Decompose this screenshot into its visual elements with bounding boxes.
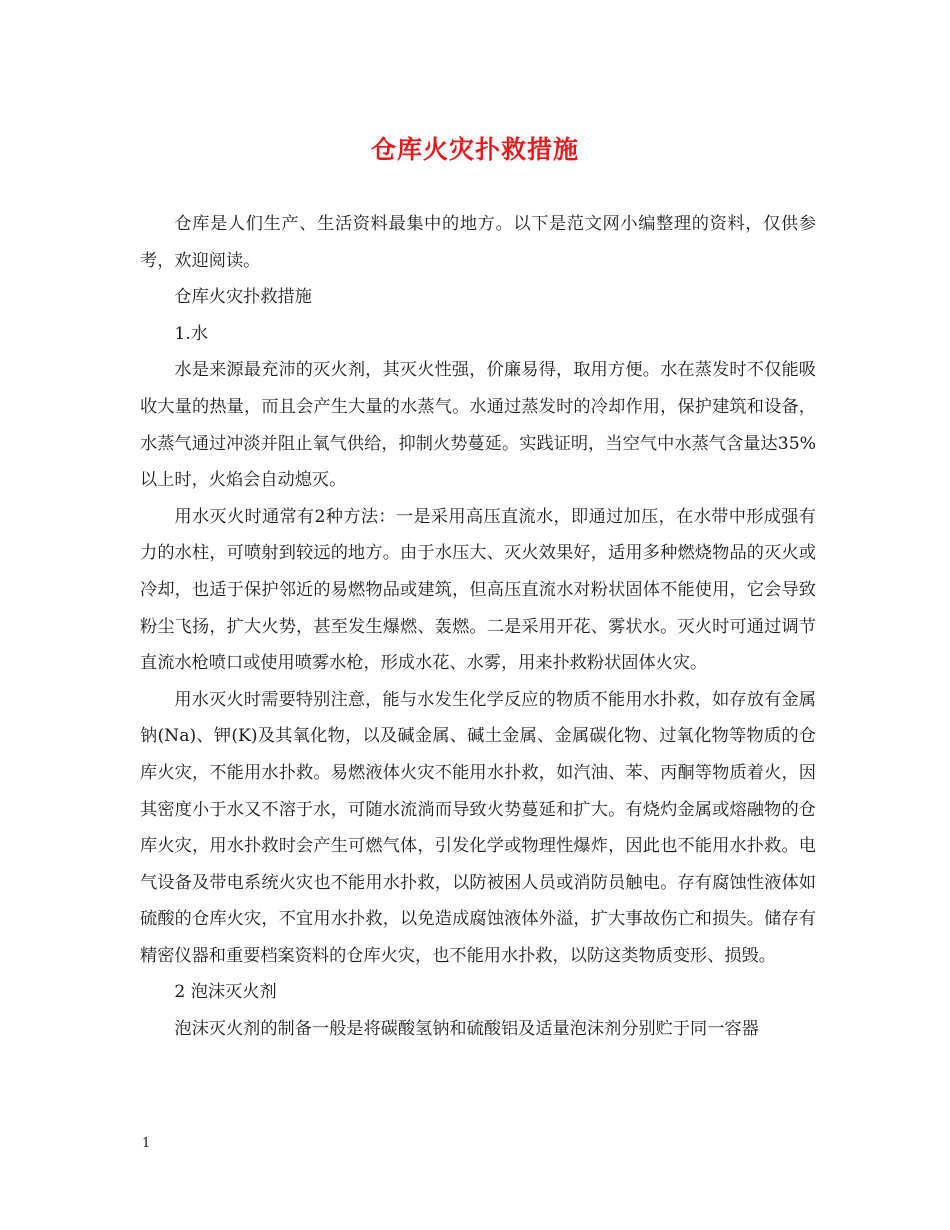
document-body <box>140 206 816 1048</box>
paragraph-water-methods: 用水灭火时通常有2种方法：一是采用高压直流水，即通过加压，在水带中形成强有力的水柱，可喷射到较远的地方。由于水压大、灭火效果好，适用多种燃烧物品的灭火或冷却，也适于保护邻近的易燃物品或建筑，但高压直流水对粉状固体不能使用，它会导致粉尘飞扬，扩大火势，甚至发生爆燃、轰燃。二是采用开花、雾状水。灭火时可通过调节直流水枪喷口或使用喷雾水枪，形成水花、水雾，用来扑救粉状固体火灾。 <box>140 506 816 674</box>
paragraph-water-properties: 水是来源最充沛的灭火剂，其灭火性强，价廉易得，取用方便。水在蒸发时不仅能吸收大量的热量，而且会产生大量的水蒸气。水通过蒸发时的冷却作用，保护建筑和设备，水蒸气通过冲淡并阻止氧气供给，抑制火势蔓延。实践证明，当空气中水蒸气含量达35%以上时，火焰会自动熄灭。 <box>140 360 816 491</box>
paragraph-foam: 泡沫灭火剂的制备一般是将碳酸氢钠和硫酸铝及适量泡沫剂分别贮于同一容器 <box>174 1019 759 1040</box>
paragraph-heading: 仓库火灾扑救措施 <box>174 287 312 308</box>
section-heading-foam: 2 泡沫灭火剂 <box>174 982 277 1003</box>
paragraph-water-cautions: 用水灭火时需要特别注意，能与水发生化学反应的物质不能用水扑救，如存放有金属钠(Na)、钾(K)及其氧化物，以及碱金属、碱土金属、金属碳化物、过氧化物等物质的仓库火灾，不能用水扑救。易燃液体火灾不能用水扑救，如汽油、苯、丙酮等物质着火，因其密度小于水又不溶于水，可随水流淌而导致火势蔓延和扩大。有烧灼金属或熔融物的仓库火灾，用水扑救时会产生可燃气体，引发化学或物理性爆炸，因此也不能用水扑救。电气设备及带电系统火灾也不能用水扑救，以防被困人员或消防员触电。存有腐蚀性液体如硫酸的仓库火灾，不宜用水扑救，以免造成腐蚀液体外溢，扩大事故伤亡和损失。储存有精密仪器和重要档案资料的仓库火灾，也不能用水扑救，以防这类物质变形、损毁。 <box>140 689 816 966</box>
document-title: 仓库火灾扑救措施 <box>370 135 579 164</box>
paragraph-intro: 仓库是人们生产、生活资料最集中的地方。以下是范文网小编整理的资料，仅供参考，欢迎阅读。 <box>140 214 816 271</box>
section-heading-water: 1.水 <box>174 323 208 344</box>
page-number: 1 <box>142 1136 151 1151</box>
